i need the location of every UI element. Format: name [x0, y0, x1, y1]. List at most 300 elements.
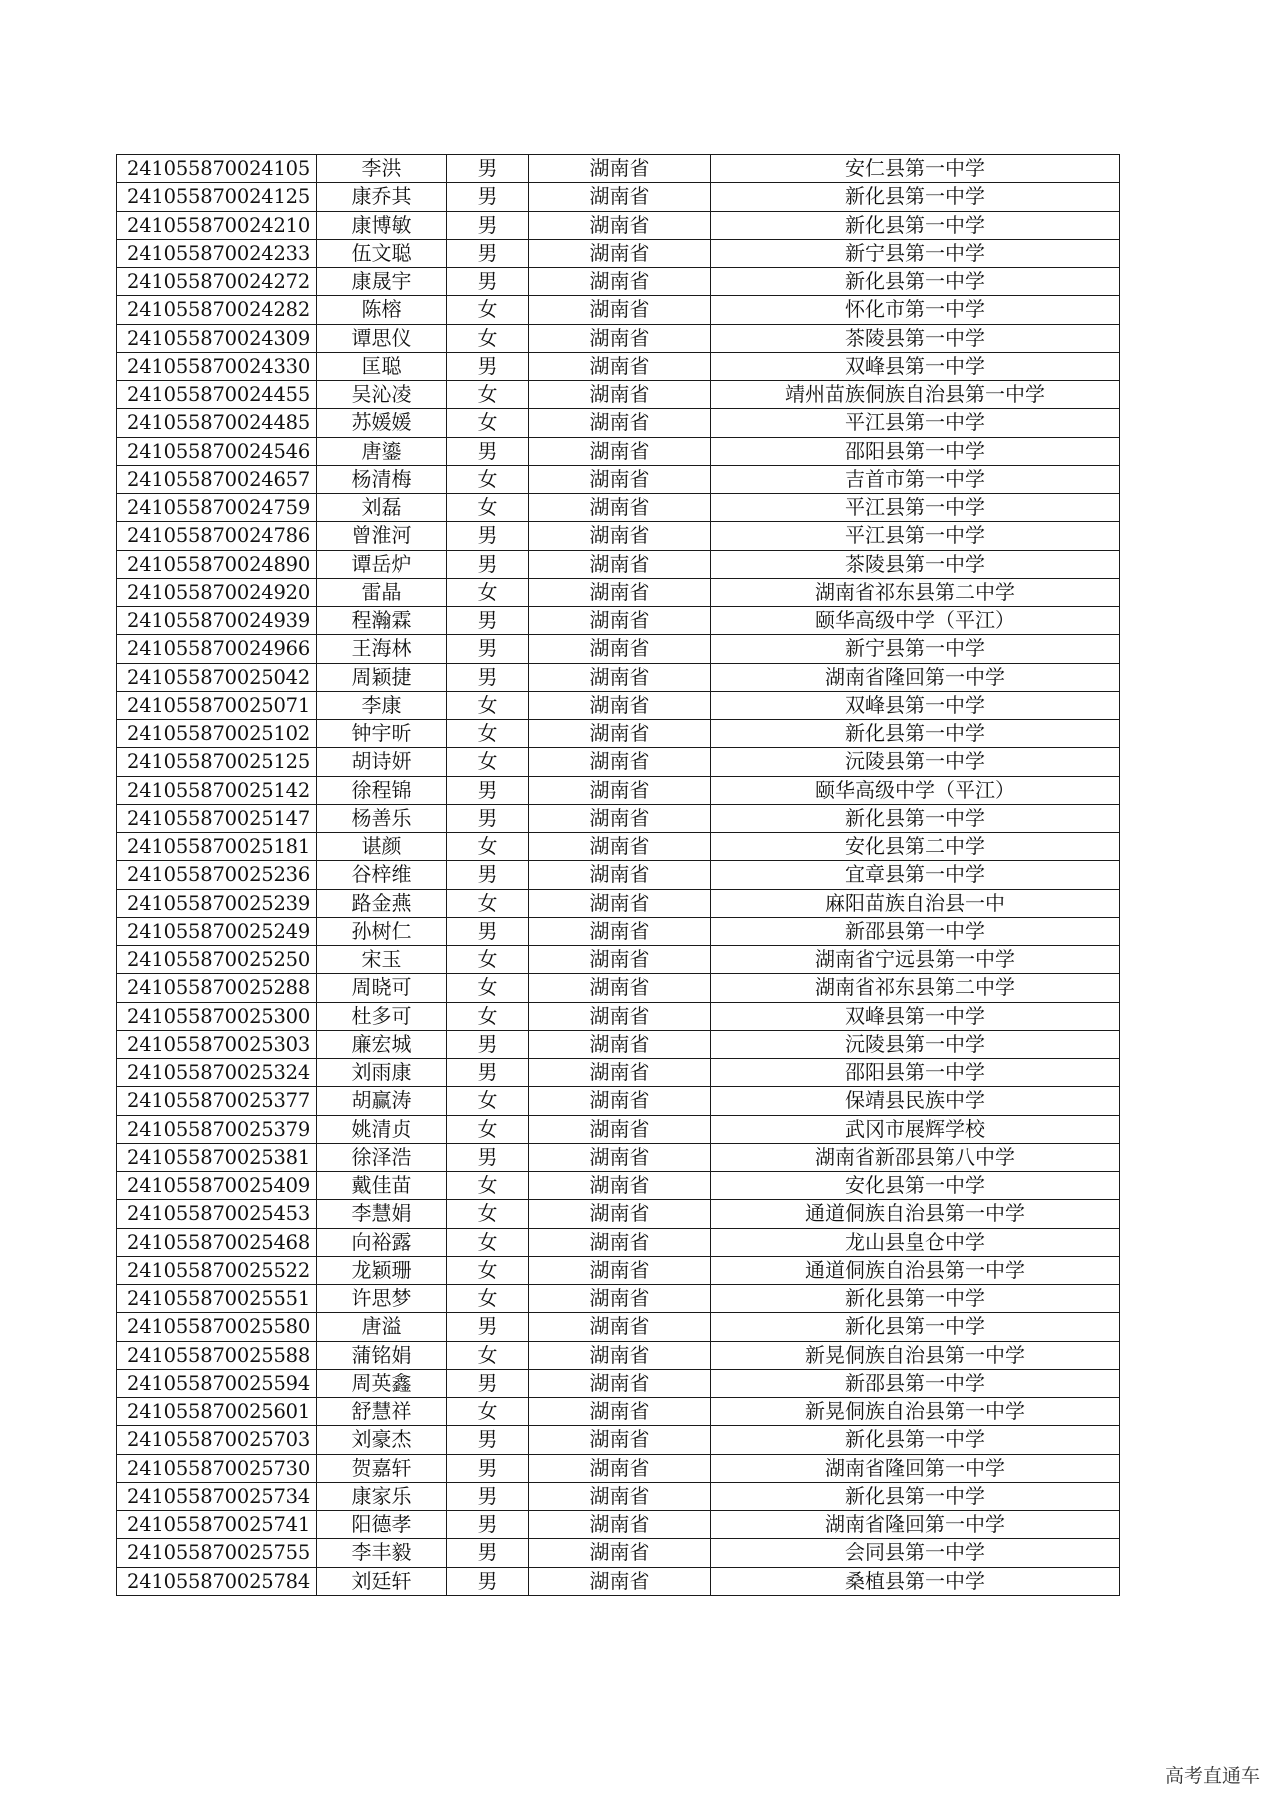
name-cell: 康博敏: [317, 211, 447, 239]
name-cell: 刘雨康: [317, 1059, 447, 1087]
name-cell: 李丰毅: [317, 1539, 447, 1567]
school-cell: 通道侗族自治县第一中学: [711, 1256, 1120, 1284]
gender-cell: 男: [447, 635, 529, 663]
table-row: [117, 494, 1120, 522]
table-row: [117, 889, 1120, 917]
school-cell: 新邵县第一中学: [711, 1369, 1120, 1397]
table-row: [117, 1398, 1120, 1426]
name-cell: 唐溢: [317, 1313, 447, 1341]
exam-id-cell: 241055870024233: [117, 239, 317, 267]
name-cell: 姚清贞: [317, 1115, 447, 1143]
exam-id-cell: 241055870025236: [117, 861, 317, 889]
province-cell: 湖南省: [529, 1539, 711, 1567]
exam-id-cell: 241055870025601: [117, 1398, 317, 1426]
province-cell: 湖南省: [529, 1341, 711, 1369]
watermark-text: 高考直通车: [1164, 1765, 1260, 1787]
province-cell: 湖南省: [529, 578, 711, 606]
exam-id-cell: 241055870024546: [117, 437, 317, 465]
table-row: [117, 1059, 1120, 1087]
table-row: [117, 1341, 1120, 1369]
school-cell: 新晃侗族自治县第一中学: [711, 1341, 1120, 1369]
school-cell: 新化县第一中学: [711, 804, 1120, 832]
province-cell: 湖南省: [529, 1426, 711, 1454]
exam-id-cell: 241055870025551: [117, 1285, 317, 1313]
province-cell: 湖南省: [529, 1059, 711, 1087]
gender-cell: 女: [447, 720, 529, 748]
school-cell: 安化县第二中学: [711, 833, 1120, 861]
name-cell: 康乔其: [317, 183, 447, 211]
school-cell: 宜章县第一中学: [711, 861, 1120, 889]
name-cell: 周晓可: [317, 974, 447, 1002]
exam-id-cell: 241055870025071: [117, 691, 317, 719]
name-cell: 康晟宇: [317, 268, 447, 296]
school-cell: 湖南省宁远县第一中学: [711, 946, 1120, 974]
school-cell: 平江县第一中学: [711, 494, 1120, 522]
name-cell: 舒慧祥: [317, 1398, 447, 1426]
school-cell: 新化县第一中学: [711, 268, 1120, 296]
exam-id-cell: 241055870025239: [117, 889, 317, 917]
table-row: [117, 1454, 1120, 1482]
table-row: [117, 1087, 1120, 1115]
name-cell: 王海林: [317, 635, 447, 663]
gender-cell: 男: [447, 776, 529, 804]
province-cell: 湖南省: [529, 494, 711, 522]
province-cell: 湖南省: [529, 1200, 711, 1228]
name-cell: 阳德孝: [317, 1511, 447, 1539]
school-cell: 龙山县皇仓中学: [711, 1228, 1120, 1256]
name-cell: 戴佳苗: [317, 1172, 447, 1200]
gender-cell: 男: [447, 183, 529, 211]
province-cell: 湖南省: [529, 607, 711, 635]
table-row: [117, 663, 1120, 691]
exam-id-cell: 241055870024125: [117, 183, 317, 211]
province-cell: 湖南省: [529, 635, 711, 663]
table-row: [117, 155, 1120, 183]
exam-id-cell: 241055870024657: [117, 465, 317, 493]
province-cell: 湖南省: [529, 239, 711, 267]
province-cell: 湖南省: [529, 804, 711, 832]
gender-cell: 男: [447, 1426, 529, 1454]
table-row: [117, 1285, 1120, 1313]
gender-cell: 女: [447, 1285, 529, 1313]
gender-cell: 女: [447, 946, 529, 974]
province-cell: 湖南省: [529, 1172, 711, 1200]
name-cell: 周颖捷: [317, 663, 447, 691]
table-row: [117, 691, 1120, 719]
name-cell: 钟宇昕: [317, 720, 447, 748]
name-cell: 李洪: [317, 155, 447, 183]
name-cell: 李慧娟: [317, 1200, 447, 1228]
exam-id-cell: 241055870025303: [117, 1030, 317, 1058]
exam-id-cell: 241055870025381: [117, 1143, 317, 1171]
province-cell: 湖南省: [529, 1115, 711, 1143]
table-row: [117, 1539, 1120, 1567]
table-row: [117, 917, 1120, 945]
exam-id-cell: 241055870024920: [117, 578, 317, 606]
name-cell: 谭岳炉: [317, 550, 447, 578]
name-cell: 康家乐: [317, 1482, 447, 1510]
table-row: [117, 1511, 1120, 1539]
gender-cell: 女: [447, 1341, 529, 1369]
exam-id-cell: 241055870024786: [117, 522, 317, 550]
province-cell: 湖南省: [529, 183, 711, 211]
exam-id-cell: 241055870025147: [117, 804, 317, 832]
school-cell: 新宁县第一中学: [711, 239, 1120, 267]
school-cell: 新晃侗族自治县第一中学: [711, 1398, 1120, 1426]
school-cell: 新化县第一中学: [711, 1313, 1120, 1341]
province-cell: 湖南省: [529, 833, 711, 861]
exam-id-cell: 241055870024455: [117, 381, 317, 409]
gender-cell: 女: [447, 1087, 529, 1115]
gender-cell: 女: [447, 1228, 529, 1256]
province-cell: 湖南省: [529, 1454, 711, 1482]
gender-cell: 男: [447, 268, 529, 296]
exam-id-cell: 241055870024759: [117, 494, 317, 522]
school-cell: 怀化市第一中学: [711, 296, 1120, 324]
school-cell: 麻阳苗族自治县一中: [711, 889, 1120, 917]
school-cell: 双峰县第一中学: [711, 691, 1120, 719]
gender-cell: 女: [447, 691, 529, 719]
name-cell: 曾淮河: [317, 522, 447, 550]
table-row: [117, 974, 1120, 1002]
gender-cell: 女: [447, 409, 529, 437]
province-cell: 湖南省: [529, 268, 711, 296]
table-row: [117, 833, 1120, 861]
school-cell: 邵阳县第一中学: [711, 437, 1120, 465]
table-row: [117, 1426, 1120, 1454]
province-cell: 湖南省: [529, 748, 711, 776]
table-row: [117, 183, 1120, 211]
table-row: [117, 211, 1120, 239]
name-cell: 胡诗妍: [317, 748, 447, 776]
school-cell: 靖州苗族侗族自治县第一中学: [711, 381, 1120, 409]
exam-id-cell: 241055870025250: [117, 946, 317, 974]
table-row: [117, 578, 1120, 606]
gender-cell: 男: [447, 1369, 529, 1397]
gender-cell: 女: [447, 494, 529, 522]
table-row: [117, 1256, 1120, 1284]
exam-id-cell: 241055870025142: [117, 776, 317, 804]
gender-cell: 女: [447, 578, 529, 606]
table-row: [117, 1143, 1120, 1171]
province-cell: 湖南省: [529, 974, 711, 1002]
province-cell: 湖南省: [529, 352, 711, 380]
gender-cell: 男: [447, 550, 529, 578]
name-cell: 唐鎏: [317, 437, 447, 465]
name-cell: 孙树仁: [317, 917, 447, 945]
gender-cell: 女: [447, 1172, 529, 1200]
school-cell: 新化县第一中学: [711, 720, 1120, 748]
table-row: [117, 1002, 1120, 1030]
exam-id-cell: 241055870025734: [117, 1482, 317, 1510]
table-row: [117, 1567, 1120, 1595]
gender-cell: 男: [447, 437, 529, 465]
table-row: [117, 1482, 1120, 1510]
table-row: [117, 1369, 1120, 1397]
name-cell: 徐程锦: [317, 776, 447, 804]
gender-cell: 男: [447, 1143, 529, 1171]
province-cell: 湖南省: [529, 1482, 711, 1510]
school-cell: 桑植县第一中学: [711, 1567, 1120, 1595]
table-row: [117, 352, 1120, 380]
exam-id-cell: 241055870024939: [117, 607, 317, 635]
exam-id-cell: 241055870024330: [117, 352, 317, 380]
gender-cell: 男: [447, 239, 529, 267]
school-cell: 双峰县第一中学: [711, 352, 1120, 380]
table-row: [117, 268, 1120, 296]
school-cell: 湖南省隆回第一中学: [711, 663, 1120, 691]
name-cell: 吴沁凌: [317, 381, 447, 409]
exam-id-cell: 241055870024210: [117, 211, 317, 239]
province-cell: 湖南省: [529, 211, 711, 239]
name-cell: 杨清梅: [317, 465, 447, 493]
school-cell: 新宁县第一中学: [711, 635, 1120, 663]
gender-cell: 男: [447, 352, 529, 380]
exam-id-cell: 241055870025468: [117, 1228, 317, 1256]
name-cell: 宋玉: [317, 946, 447, 974]
table-row: [117, 1115, 1120, 1143]
table-row: [117, 465, 1120, 493]
table-row: [117, 1200, 1120, 1228]
exam-id-cell: 241055870025755: [117, 1539, 317, 1567]
exam-id-cell: 241055870025249: [117, 917, 317, 945]
name-cell: 向裕露: [317, 1228, 447, 1256]
table-row: [117, 1172, 1120, 1200]
gender-cell: 男: [447, 663, 529, 691]
province-cell: 湖南省: [529, 889, 711, 917]
school-cell: 安化县第一中学: [711, 1172, 1120, 1200]
gender-cell: 女: [447, 833, 529, 861]
exam-id-cell: 241055870025379: [117, 1115, 317, 1143]
exam-id-cell: 241055870024282: [117, 296, 317, 324]
exam-id-cell: 241055870024309: [117, 324, 317, 352]
school-cell: 湖南省祁东县第二中学: [711, 578, 1120, 606]
school-cell: 吉首市第一中学: [711, 465, 1120, 493]
name-cell: 匡聪: [317, 352, 447, 380]
exam-id-cell: 241055870025042: [117, 663, 317, 691]
name-cell: 程瀚霖: [317, 607, 447, 635]
name-cell: 龙颖珊: [317, 1256, 447, 1284]
school-cell: 茶陵县第一中学: [711, 550, 1120, 578]
province-cell: 湖南省: [529, 1313, 711, 1341]
gender-cell: 男: [447, 1030, 529, 1058]
province-cell: 湖南省: [529, 917, 711, 945]
province-cell: 湖南省: [529, 946, 711, 974]
name-cell: 谭思仪: [317, 324, 447, 352]
province-cell: 湖南省: [529, 1087, 711, 1115]
exam-id-cell: 241055870025784: [117, 1567, 317, 1595]
province-cell: 湖南省: [529, 296, 711, 324]
gender-cell: 女: [447, 1256, 529, 1284]
name-cell: 胡赢涛: [317, 1087, 447, 1115]
province-cell: 湖南省: [529, 1143, 711, 1171]
table-row: [117, 1313, 1120, 1341]
exam-id-cell: 241055870025453: [117, 1200, 317, 1228]
gender-cell: 女: [447, 748, 529, 776]
province-cell: 湖南省: [529, 691, 711, 719]
exam-id-cell: 241055870025125: [117, 748, 317, 776]
name-cell: 许思梦: [317, 1285, 447, 1313]
name-cell: 廉宏城: [317, 1030, 447, 1058]
table-row: [117, 550, 1120, 578]
province-cell: 湖南省: [529, 1511, 711, 1539]
school-cell: 新化县第一中学: [711, 1285, 1120, 1313]
school-cell: 茶陵县第一中学: [711, 324, 1120, 352]
gender-cell: 男: [447, 1482, 529, 1510]
name-cell: 雷晶: [317, 578, 447, 606]
school-cell: 武冈市展辉学校: [711, 1115, 1120, 1143]
name-cell: 苏媛媛: [317, 409, 447, 437]
exam-id-cell: 241055870024485: [117, 409, 317, 437]
province-cell: 湖南省: [529, 1030, 711, 1058]
exam-id-cell: 241055870025102: [117, 720, 317, 748]
name-cell: 刘廷轩: [317, 1567, 447, 1595]
gender-cell: 男: [447, 211, 529, 239]
province-cell: 湖南省: [529, 1002, 711, 1030]
province-cell: 湖南省: [529, 522, 711, 550]
school-cell: 湖南省新邵县第八中学: [711, 1143, 1120, 1171]
gender-cell: 男: [447, 917, 529, 945]
province-cell: 湖南省: [529, 155, 711, 183]
school-cell: 颐华高级中学（平江）: [711, 607, 1120, 635]
table-row: [117, 522, 1120, 550]
exam-id-cell: 241055870025588: [117, 1341, 317, 1369]
gender-cell: 女: [447, 974, 529, 1002]
exam-id-cell: 241055870025741: [117, 1511, 317, 1539]
gender-cell: 男: [447, 607, 529, 635]
school-cell: 新邵县第一中学: [711, 917, 1120, 945]
gender-cell: 男: [447, 1567, 529, 1595]
province-cell: 湖南省: [529, 437, 711, 465]
gender-cell: 男: [447, 1511, 529, 1539]
name-cell: 路金燕: [317, 889, 447, 917]
school-cell: 通道侗族自治县第一中学: [711, 1200, 1120, 1228]
exam-id-cell: 241055870025288: [117, 974, 317, 1002]
exam-id-cell: 241055870025377: [117, 1087, 317, 1115]
school-cell: 邵阳县第一中学: [711, 1059, 1120, 1087]
roster-table-body: [117, 155, 1120, 1596]
name-cell: 杨善乐: [317, 804, 447, 832]
table-row: [117, 296, 1120, 324]
name-cell: 伍文聪: [317, 239, 447, 267]
exam-id-cell: 241055870025522: [117, 1256, 317, 1284]
gender-cell: 女: [447, 1398, 529, 1426]
table-row: [117, 239, 1120, 267]
province-cell: 湖南省: [529, 324, 711, 352]
exam-id-cell: 241055870025409: [117, 1172, 317, 1200]
province-cell: 湖南省: [529, 465, 711, 493]
gender-cell: 男: [447, 1454, 529, 1482]
school-cell: 新化县第一中学: [711, 211, 1120, 239]
exam-id-cell: 241055870024966: [117, 635, 317, 663]
table-row: [117, 437, 1120, 465]
table-row: [117, 409, 1120, 437]
province-cell: 湖南省: [529, 663, 711, 691]
gender-cell: 女: [447, 1115, 529, 1143]
exam-id-cell: 241055870025181: [117, 833, 317, 861]
gender-cell: 女: [447, 381, 529, 409]
name-cell: 贺嘉轩: [317, 1454, 447, 1482]
exam-id-cell: 241055870025703: [117, 1426, 317, 1454]
name-cell: 谌颜: [317, 833, 447, 861]
table-row: [117, 607, 1120, 635]
table-row: [117, 776, 1120, 804]
gender-cell: 男: [447, 861, 529, 889]
gender-cell: 男: [447, 155, 529, 183]
name-cell: 蒲铭娟: [317, 1341, 447, 1369]
name-cell: 刘豪杰: [317, 1426, 447, 1454]
school-cell: 沅陵县第一中学: [711, 748, 1120, 776]
exam-id-cell: 241055870025580: [117, 1313, 317, 1341]
school-cell: 沅陵县第一中学: [711, 1030, 1120, 1058]
gender-cell: 男: [447, 1059, 529, 1087]
school-cell: 平江县第一中学: [711, 522, 1120, 550]
name-cell: 周英鑫: [317, 1369, 447, 1397]
name-cell: 李康: [317, 691, 447, 719]
province-cell: 湖南省: [529, 1256, 711, 1284]
exam-id-cell: 241055870025300: [117, 1002, 317, 1030]
gender-cell: 女: [447, 1002, 529, 1030]
name-cell: 谷梓维: [317, 861, 447, 889]
exam-id-cell: 241055870024105: [117, 155, 317, 183]
school-cell: 湖南省祁东县第二中学: [711, 974, 1120, 1002]
gender-cell: 男: [447, 804, 529, 832]
table-row: [117, 804, 1120, 832]
school-cell: 保靖县民族中学: [711, 1087, 1120, 1115]
table-row: [117, 635, 1120, 663]
school-cell: 平江县第一中学: [711, 409, 1120, 437]
school-cell: 湖南省隆回第一中学: [711, 1454, 1120, 1482]
school-cell: 新化县第一中学: [711, 1482, 1120, 1510]
province-cell: 湖南省: [529, 550, 711, 578]
school-cell: 会同县第一中学: [711, 1539, 1120, 1567]
province-cell: 湖南省: [529, 861, 711, 889]
province-cell: 湖南省: [529, 1398, 711, 1426]
exam-id-cell: 241055870025730: [117, 1454, 317, 1482]
admission-roster-table: [116, 154, 1120, 1596]
province-cell: 湖南省: [529, 1285, 711, 1313]
table-row: [117, 861, 1120, 889]
school-cell: 双峰县第一中学: [711, 1002, 1120, 1030]
school-cell: 颐华高级中学（平江）: [711, 776, 1120, 804]
gender-cell: 女: [447, 296, 529, 324]
gender-cell: 女: [447, 889, 529, 917]
table-row: [117, 748, 1120, 776]
province-cell: 湖南省: [529, 1228, 711, 1256]
province-cell: 湖南省: [529, 1369, 711, 1397]
gender-cell: 男: [447, 1539, 529, 1567]
table-row: [117, 1030, 1120, 1058]
gender-cell: 男: [447, 522, 529, 550]
exam-id-cell: 241055870024890: [117, 550, 317, 578]
name-cell: 徐泽浩: [317, 1143, 447, 1171]
exam-id-cell: 241055870025324: [117, 1059, 317, 1087]
name-cell: 杜多可: [317, 1002, 447, 1030]
gender-cell: 男: [447, 1313, 529, 1341]
gender-cell: 女: [447, 324, 529, 352]
gender-cell: 女: [447, 1200, 529, 1228]
name-cell: 陈榕: [317, 296, 447, 324]
table-row: [117, 324, 1120, 352]
exam-id-cell: 241055870024272: [117, 268, 317, 296]
exam-id-cell: 241055870025594: [117, 1369, 317, 1397]
school-cell: 新化县第一中学: [711, 1426, 1120, 1454]
school-cell: 湖南省隆回第一中学: [711, 1511, 1120, 1539]
table-row: [117, 381, 1120, 409]
gender-cell: 女: [447, 465, 529, 493]
table-row: [117, 1228, 1120, 1256]
province-cell: 湖南省: [529, 381, 711, 409]
